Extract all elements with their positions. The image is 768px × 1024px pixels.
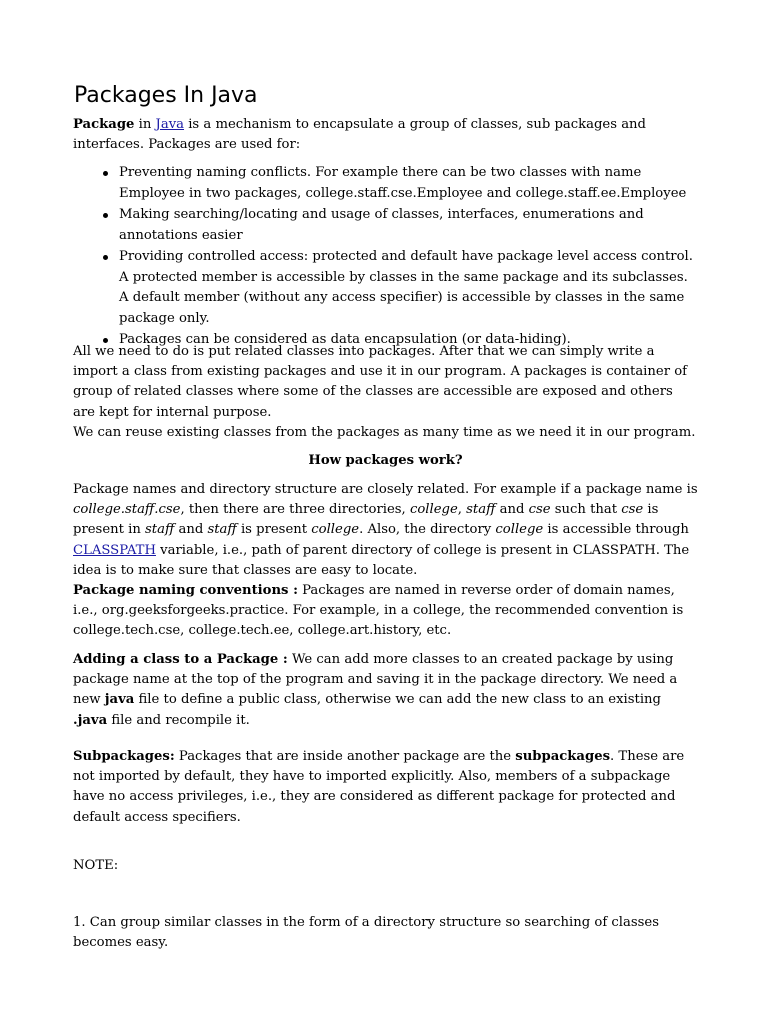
java-link[interactable]: Java [155, 117, 185, 132]
sub-bold: subpackages [515, 749, 611, 764]
body-paragraph: All we need to do is put related classes into packages. After that we can simply write a import a class from existing packages and use it in our program. A packages is container of group of related classes where some of the classes are accessible are exposed and others are kept for internal purpose. [73, 344, 688, 420]
how-text: variable, i.e., path of parent directory of college is present in CLASSPATH. The idea is to make sure that classes are easy to locate. [73, 542, 690, 578]
subpackages-label: Subpackages: [73, 749, 175, 764]
intro-term: Package [73, 117, 135, 132]
adding-text: file to define a public class, otherwise we can add the new class to an existing [134, 692, 661, 708]
how-heading-text: How packages work? [308, 453, 463, 468]
intro-text-2: is a mechanism to encapsulate a group of classes, sub packages and interfaces. Packages are used for: [73, 117, 646, 153]
how-text: , [457, 502, 467, 518]
sub-text: Packages that are inside another package are the [174, 749, 516, 764]
list-item: Making searching/locating and usage of classes, interfaces, enumerations and annotations easier [73, 205, 698, 246]
section-heading-how [73, 451, 698, 471]
how-italic: staff [145, 522, 175, 538]
classpath-link[interactable]: CLASSPATH [73, 542, 156, 558]
how-italic: college.staff.cse [73, 502, 181, 518]
how-text: such that [550, 502, 622, 518]
adding-label: Adding a class to a Package : [73, 652, 288, 667]
how-text: and [174, 522, 208, 538]
adding-paragraph [73, 650, 698, 731]
adding-bold: .java [73, 712, 108, 728]
uses-list [73, 163, 698, 352]
note-item-1: 1. Can group similar classes in the form of a directory structure so searching of classes becomes easy. [73, 915, 659, 951]
how-italic: staff [207, 522, 237, 538]
how-text: is accessible through [543, 522, 689, 538]
how-text: . Also, the directory [359, 522, 496, 538]
intro-text-1: in [134, 117, 156, 132]
how-text: Package names and directory structure are closely related. For example if a package name is [73, 482, 698, 497]
how-text: is present in [73, 502, 659, 538]
adding-bold: java [104, 692, 135, 708]
how-italic: college [409, 502, 458, 518]
list-item: Providing controlled access: protected and default have package level access control. A protected member is accessible by classes in the same package and its subclasses. A default member (without any access specifier) is accessible by classes in the same package only. [73, 247, 698, 329]
how-text: is present [236, 522, 312, 538]
naming-label: Package naming conventions : [73, 583, 298, 599]
how-text: , then there are three directories, [180, 502, 410, 518]
how-italic: staff [466, 502, 496, 518]
page-title: Packages In Java [74, 83, 258, 108]
adding-text: We can add more classes to an created package by using package name at the top of the program and saving it in the package directory. We need a new [73, 652, 678, 708]
sub-text: . These are not imported by default, they have to imported explicitly. Also, members of a subpackage have no access privileges, i.e., they are considered as different package for protected and default access specifiers. [73, 749, 685, 825]
subpackages-paragraph [73, 747, 698, 828]
how-italic: college [495, 522, 544, 538]
note-label: NOTE: [73, 858, 119, 873]
how-italic: college [311, 522, 360, 538]
intro-paragraph [73, 115, 698, 155]
how-paragraph [73, 480, 698, 642]
how-italic: cse [528, 502, 551, 518]
list-item: Preventing naming conflicts. For example there can be two classes with name Employee in two packages, college.staff.cse.Employee and college.staff.ee.Employee [73, 163, 698, 204]
how-italic: cse [621, 502, 644, 518]
reuse-paragraph: We can reuse existing classes from the packages as many time as we need it in our program. [73, 425, 696, 440]
naming-text: Packages are named in reverse order of domain names, i.e., org.geeksforgeeks.practice. For example, in a college, the recommended convention is college.tech.cse, college.tech.ee, college.art.history, etc. [73, 583, 684, 639]
adding-text: file and recompile it. [107, 712, 250, 728]
list-item: Packages can be considered as data encapsulation (or data-hiding). [73, 330, 698, 351]
how-text: and [495, 502, 529, 518]
